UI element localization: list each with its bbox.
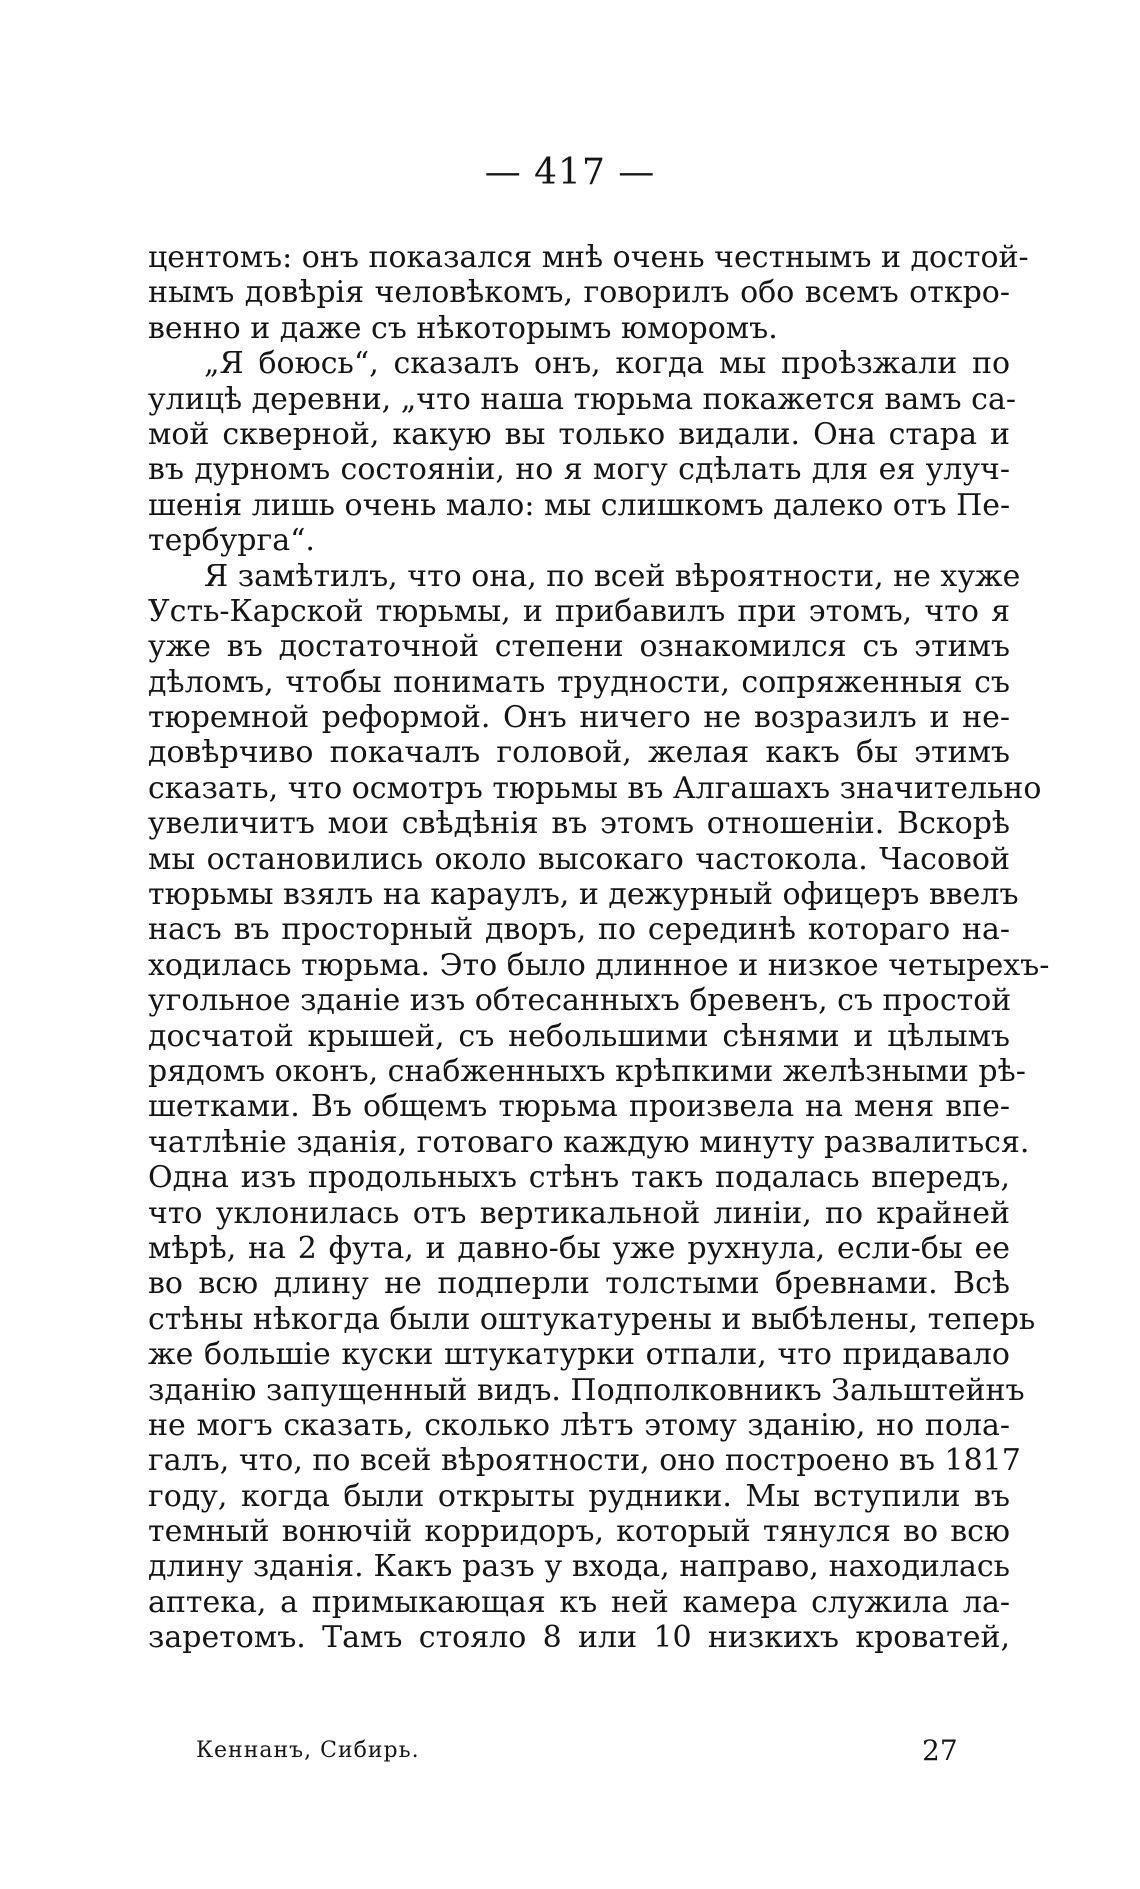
text-line: мѣрѣ, на 2 фута, и давно-бы уже рухнула, если-бы ее — [148, 1230, 1010, 1266]
text-line: же большіе куски штукатурки отпали, что придавало — [148, 1337, 1010, 1373]
text-line: досчатой крышей, съ небольшими сѣнями и цѣлымъ — [148, 1018, 1010, 1054]
text-line: тербурга“. — [148, 523, 315, 559]
text-line: темный вонючій корридоръ, который тянулся во всю — [148, 1514, 1010, 1550]
text-line: нымъ довѣрія человѣкомъ, говорилъ обо всемъ откро- — [148, 275, 1010, 311]
signature-mark: 27 — [922, 1734, 958, 1767]
text-line: дѣломъ, чтобы понимать трудности, сопряженныя съ — [148, 664, 1010, 700]
body-text — [148, 240, 1050, 1656]
text-line: въ дурномъ состояніи, но я могу сдѣлать для ея улуч- — [148, 452, 1010, 488]
page-footer — [0, 1734, 1140, 1778]
text-line: венно и даже съ нѣкоторымъ юморомъ. — [148, 310, 778, 346]
text-line: довѣрчиво покачалъ головой, желая какъ бы этимъ — [148, 735, 1010, 771]
text-line: увеличитъ мои свѣдѣнія въ этомъ отношеніи. Вскорѣ — [148, 806, 1010, 842]
text-line: чатлѣніе зданія, готоваго каждую минуту развалиться. — [148, 1124, 1030, 1160]
text-line: Я замѣтилъ, что она, по всей вѣроятности, не хуже — [204, 558, 1021, 594]
text-line: аптека, а примыкающая къ ней камера служила ла- — [148, 1584, 1010, 1620]
text-line: сказать, что осмотръ тюрьмы въ Алгашахъ значительно — [148, 770, 1042, 806]
signature-line: Кеннанъ, Сибирь. — [196, 1738, 420, 1763]
text-line: не могъ сказать, сколько лѣтъ этому зданію, но пола- — [148, 1407, 1010, 1443]
text-line: длину зданія. Какъ разъ у входа, направо, находилась — [148, 1549, 1010, 1585]
text-line: Усть-Карской тюрьмы, и прибавилъ при этомъ, что я — [148, 593, 1010, 629]
text-line: шетками. Въ общемъ тюрьма произвела на меня впе- — [148, 1089, 1010, 1125]
text-line: тюрьмы взялъ на караулъ, и дежурный офицеръ ввелъ — [148, 877, 1019, 913]
text-line: угольное зданіе изъ обтесанныхъ бревенъ, съ простой — [148, 983, 1012, 1019]
text-line: зданію запущенный видъ. Подполковникъ Зальштейнъ — [148, 1372, 1025, 1408]
text-line: шенія лишь очень мало: мы слишкомъ далеко отъ Пе- — [148, 487, 1011, 523]
text-line: что уклонилась отъ вертикальной линіи, по крайней — [148, 1195, 1010, 1231]
text-line: насъ въ просторный дворъ, по серединѣ котораго на- — [148, 912, 1010, 948]
page-number: — 417 — — [484, 152, 656, 193]
text-line: во всю длину не подперли толстыми бревнами. Всѣ — [148, 1266, 1010, 1302]
text-line: тюремной реформой. Онъ ничего не возразилъ и не- — [148, 700, 1010, 736]
text-line: стѣны нѣкогда были оштукатурены и выбѣлены, теперь — [148, 1301, 1036, 1337]
text-line: галъ, что, по всей вѣроятности, оно построено въ 1817 — [148, 1443, 1021, 1479]
text-line: „Я боюсь“, сказалъ онъ, когда мы проѣзжали по — [204, 346, 1010, 382]
text-line: уже въ достаточной степени ознакомился съ этимъ — [148, 629, 1010, 665]
text-line: Одна изъ продольныхъ стѣнъ такъ подалась впередъ, — [148, 1160, 1010, 1196]
text-line: заретомъ. Тамъ стояло 8 или 10 низкихъ кроватей, — [148, 1620, 1010, 1656]
text-line: ходилась тюрьма. Это было длинное и низкое четырехъ- — [148, 947, 1050, 983]
text-line: центомъ: онъ показался мнѣ очень честнымъ и достой- — [148, 240, 1029, 275]
text-line: мы остановились около высокаго частокола. Часовой — [148, 841, 1010, 877]
text-line: улицѣ деревни, „что наша тюрьма покажется вамъ са- — [148, 381, 1016, 417]
text-line: мой скверной, какую вы только видали. Она стара и — [148, 416, 1010, 452]
text-line: году, когда были открыты рудники. Мы вступили въ — [148, 1478, 1010, 1514]
text-line: рядомъ оконъ, снабженныхъ крѣпкими желѣзными рѣ- — [148, 1053, 1026, 1089]
